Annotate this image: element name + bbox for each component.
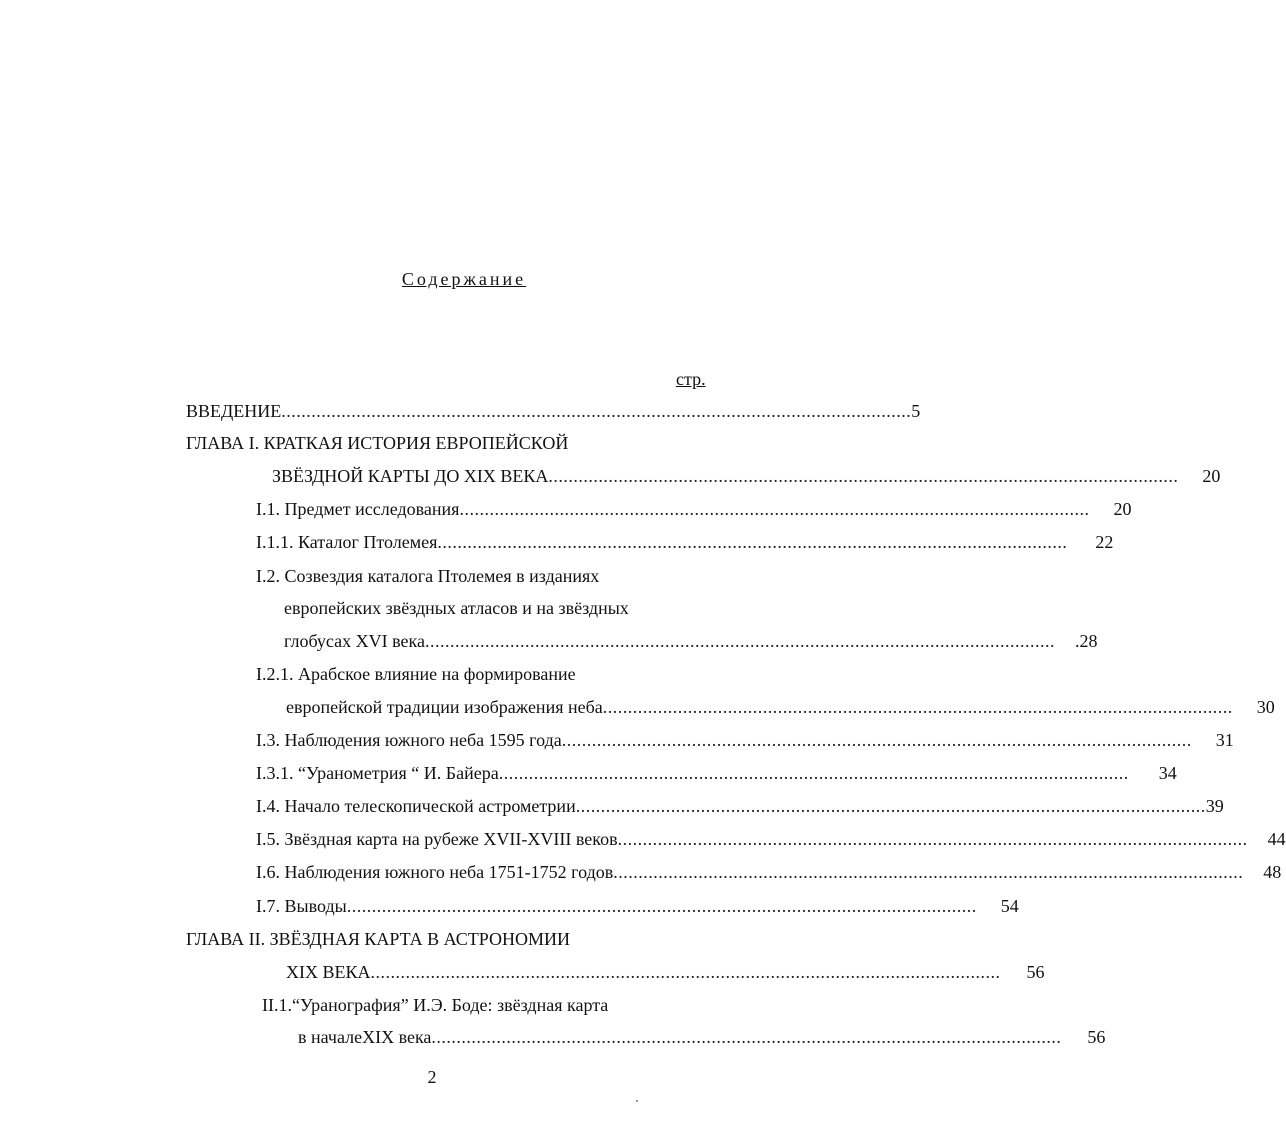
leader-dots: ..............................................................................................................................: [370, 962, 1001, 982]
leader-dots: ..............................................................................................................................: [431, 1027, 1062, 1047]
toc-entry-title: ЗВЁЗДНОЙ КАРТЫ ДО XIX ВЕКА: [272, 466, 549, 486]
leader-dots: ..............................................................................................................................: [424, 631, 1055, 651]
toc-entry-page: 56: [1087, 1027, 1106, 1047]
toc-entry-page: 39: [1205, 796, 1224, 816]
toc-entry-title: глобусах XVI века: [284, 631, 425, 651]
toc-entry: [256, 828, 1286, 850]
toc-entry-title: I.3.1. “Уранометрия “ И. Байера: [256, 763, 499, 783]
leader-dots: ..............................................................................................................................: [281, 401, 912, 421]
toc-entry-page: 22: [1095, 532, 1114, 552]
toc-entry-title: I.5. Звёздная карта на рубеже XVII-XVIII веков: [256, 829, 618, 849]
toc-entry-title: I.4. Начало телескопической астрометрии: [256, 796, 576, 816]
toc-entry: [256, 498, 1132, 520]
toc-entry: [256, 729, 1234, 751]
toc-entry: [186, 400, 921, 422]
toc-entry-page: 56: [1026, 962, 1045, 982]
toc-entry-title: в началеXIX века: [298, 1027, 432, 1047]
toc-entry-page: 20: [1113, 499, 1132, 519]
page-number: 2: [427, 1067, 437, 1087]
toc-entry: [286, 696, 1275, 718]
toc-entry-title: II.1.“Уранография” И.Э. Боде: звёздная карта: [262, 995, 609, 1015]
leader-dots: ..............................................................................................................................: [561, 730, 1192, 750]
toc-entry-title: I.1. Предмет исследования: [256, 499, 460, 519]
toc-entry-page: 54: [1000, 896, 1019, 916]
toc-entry-title: европейских звёздных атласов и на звёздных: [284, 598, 629, 618]
leader-dots: ..............................................................................................................................: [617, 829, 1248, 849]
toc-entry-title: I.2.1. Арабское влияние на формирование: [256, 664, 576, 684]
page-column-label: стр.: [676, 369, 706, 389]
toc-chapter-title: ГЛАВА II. ЗВЁЗДНАЯ КАРТА В АСТРОНОМИИ: [186, 929, 571, 949]
leader-dots: ..............................................................................................................................: [613, 862, 1244, 882]
toc-entry-page: 34: [1158, 763, 1177, 783]
leader-dots: ..............................................................................................................................: [602, 697, 1233, 717]
toc-entry-title: XIX ВЕКА: [286, 962, 371, 982]
leader-dots: ..............................................................................................................................: [575, 796, 1206, 816]
toc-entry: [284, 630, 1098, 652]
toc-entry: [286, 961, 1045, 983]
leader-dots: ..............................................................................................................................: [498, 763, 1129, 783]
scan-speck: [636, 1100, 638, 1102]
toc-entry: [272, 465, 1221, 487]
toc-entry-page: 20: [1202, 466, 1221, 486]
toc-entry-title: I.1.1. Каталог Птолемея: [256, 532, 438, 552]
toc-entry-title: европейской традиции изображения неба: [286, 697, 603, 717]
toc-entry: [256, 895, 1019, 917]
toc-entry-page: .28: [1074, 631, 1098, 651]
toc-entry: [256, 762, 1177, 784]
toc-entry-page: 48: [1263, 862, 1282, 882]
toc-entry-title: I.6. Наблюдения южного неба 1751-1752 годов: [256, 862, 614, 882]
toc-entry-page: 44: [1267, 829, 1286, 849]
toc-entry-title: ВВЕДЕНИЕ: [186, 401, 282, 421]
leader-dots: ..............................................................................................................................: [346, 896, 977, 916]
toc-entry-title: I.2. Созвездия каталога Птолемея в изданиях: [256, 566, 600, 586]
toc-chapter-title: ГЛАВА I. КРАТКАЯ ИСТОРИЯ ЕВРОПЕЙСКОЙ: [186, 433, 569, 453]
toc-entry-page: 5: [911, 401, 921, 421]
leader-dots: ..............................................................................................................................: [548, 466, 1179, 486]
leader-dots: ..............................................................................................................................: [437, 532, 1068, 552]
toc-entry-title: I.7. Выводы: [256, 896, 347, 916]
toc-heading: Содержание: [401, 269, 527, 289]
toc-entry: [256, 531, 1114, 553]
toc-entry: [298, 1026, 1106, 1048]
toc-entry: [256, 861, 1282, 883]
toc-entry-page: 30: [1256, 697, 1275, 717]
toc-entry-page: 31: [1215, 730, 1234, 750]
toc-entry-title: I.3. Наблюдения южного неба 1595 года: [256, 730, 562, 750]
toc-entry: [256, 795, 1224, 817]
leader-dots: ..............................................................................................................................: [459, 499, 1090, 519]
